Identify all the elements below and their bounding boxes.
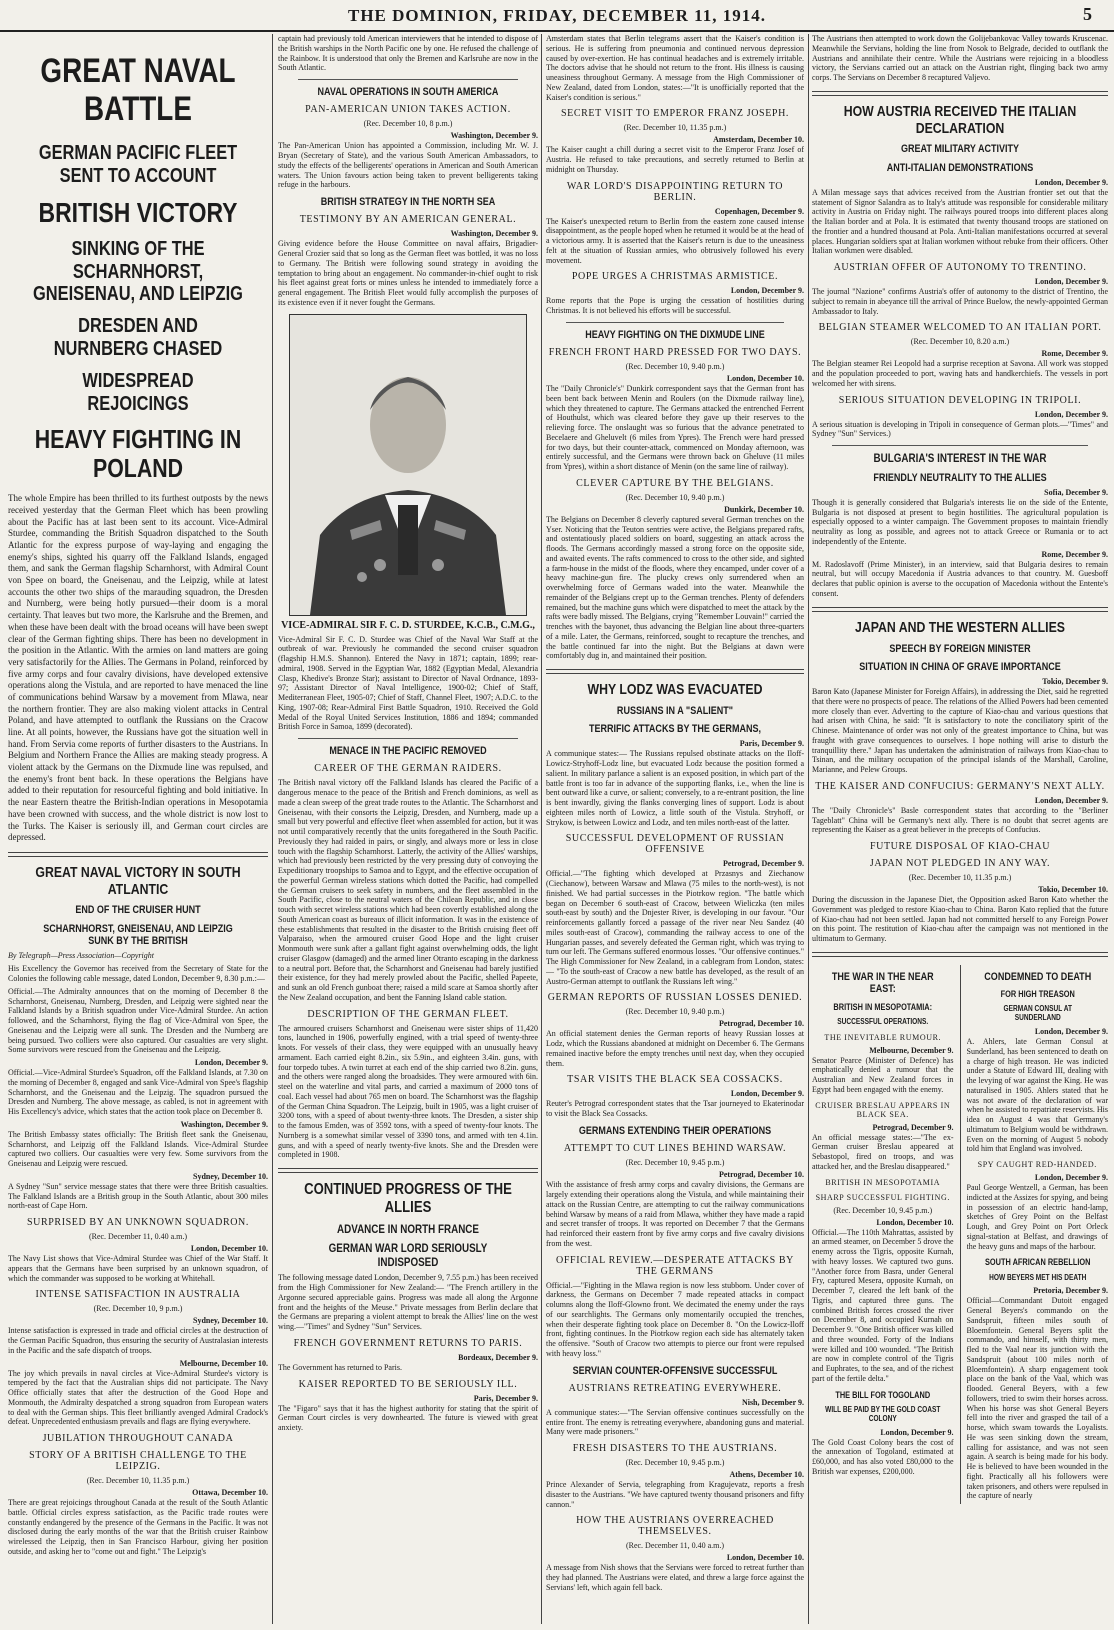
paragraph: Senator Pearce (Minister of Defence) has emphatically denied a rumour that the Australian and New Zealand forces in Egypt had been engaged with the enemy.	[812, 1055, 954, 1094]
portrait-illustration	[290, 315, 526, 615]
dateline: Tokio, December 9.	[1042, 677, 1108, 687]
paragraph: Baron Kato (Japanese Minister for Foreign Affairs), in addressing the Diet, said he regretted that there were no prospects of peace. The relations of the Allied Powers had been cemented more closely than ever. Adverting to the capture of Kiao-chau and various questions that had arisen with China, he said: "It is satisfactory to note the conciliatory spirit of the Chinese. Maintenance of order was not only of the greatest importance to China, but was fraught with grave consequences to ourselves. I hope nothing will arise to disturb the tranquillity there." Japan has undertaken the administration of railways from Kiao-chau to Tsinan, and the military occupation of the principal islands of the Marshall, Caroline, Marianne, and Pelew Groups.	[812, 687, 1108, 775]
subhead-sunk: SCHARNHORST, GNEISENAU, AND LEIPZIG SUNK BY THE BRITISH	[43, 922, 233, 948]
subhead-cruiser-hunt: END OF THE CRUISER HUNT	[75, 904, 201, 917]
paragraph: With the assistance of fresh army corps and cavalry divisions, the Germans are largely extending their operations along the Vistula, and while maintaining their attack on the Russian Centre, are attempting to cut the railway communications behind Warsaw by means of a raid from Mlawa, whither they have made a rapid and secret transfer of troops. It was reported on December 7 that the Germans had reinforced their eastern front by five army corps and five cavalry divisions from the west.	[546, 1180, 804, 1248]
subhead: THE INEVITABLE RUMOUR.	[824, 1032, 942, 1042]
dateline: Rome, December 9.	[1041, 349, 1108, 359]
headline: HOW BEYERS MET HIS DEATH	[988, 1272, 1086, 1282]
received-date: (Rec. December 10, 9.45 p.m.)	[833, 1205, 933, 1215]
subhead: CRUISER BRESLAU APPEARS IN BLACK SEA.	[815, 1100, 951, 1119]
subhead: SUCCESSFUL DEVELOPMENT OF RUSSIAN OFFENSIVE	[565, 833, 785, 856]
paragraph: Rome reports that the Pope is urging the cessation of hostilities during Christmas. It is not believed his efforts will be successful.	[546, 296, 804, 315]
headline: ADVANCE IN NORTH FRANCE	[337, 1222, 479, 1236]
subhead: OFFICIAL REVIEW.—DESPERATE ATTACKS BY THE GERMANS	[556, 1254, 794, 1277]
headline: HEAVY FIGHTING ON THE DIXMUDE LINE	[585, 328, 765, 341]
dateline: Petrograd, December 9.	[722, 859, 804, 869]
column-rule	[808, 34, 809, 1624]
dateline: Melbourne, December 10.	[179, 1358, 268, 1368]
paragraph: The "Figaro" says that it has the highest authority for stating that the spirit of German Court circles is very downhearted. The future is viewed with great anxiety.	[278, 1403, 538, 1433]
dateline: London, December 10.	[876, 1217, 954, 1227]
subhead: BELGIAN STEAMER WELCOMED TO AN ITALIAN PORT.	[818, 322, 1102, 334]
subhead: CAREER OF THE GERMAN RAIDERS.	[314, 763, 502, 775]
column-rule	[541, 34, 542, 1624]
split-columns	[812, 965, 1108, 1504]
dateline: Washington, December 9.	[180, 1119, 268, 1129]
subhead: STORY OF A BRITISH CHALLENGE TO THE LEIPZIG.	[29, 1450, 247, 1473]
headline-rejoicings: WIDESPREAD REJOICINGS	[82, 370, 194, 415]
masthead-title: THE DOMINION, FRIDAY, DECEMBER 11, 1914.	[348, 6, 766, 25]
subhead: TSAR VISITS THE BLACK SEA COSSACKS.	[567, 1074, 783, 1086]
paragraph: A Sydney "Sun" service message states that there were three British casualties. The Falkland Islands are a British group in the South Atlantic, about 300 miles north-east of Cape Horn.	[8, 1181, 268, 1211]
headline: GERMANS EXTENDING THEIR OPERATIONS	[578, 1124, 772, 1137]
paragraph: captain had previously told American interviewers that he intended to dispose of the British warships in the North Pacific one by one. He refused the challenge of the Rainbow. It is understood that only the Bremen and Karlsruhe are now in the South Atlantic.	[278, 34, 538, 73]
received-date: (Rec. December 10, 9.45 p.m.)	[625, 1458, 725, 1468]
dateline: Nish, December 9.	[741, 1397, 804, 1407]
dateline: London, December 9.	[730, 286, 804, 296]
headline-british-victory: BRITISH VICTORY	[38, 196, 238, 228]
dateline: Washington, December 9.	[450, 131, 538, 141]
near-east-column	[812, 965, 954, 1504]
paragraph: The Navy List shows that Vice-Admiral Sturdee was Chief of the War Staff. It appears that the Germans have been surprised by an unknown squadron, of which the commander was supposed to be working at Whitehall.	[8, 1254, 268, 1283]
subhead: FUTURE DISPOSAL OF KIAO-CHAU	[869, 841, 1051, 853]
paragraph: Official.—The Admiralty announces that on the morning of December 8 the Scharnhorst, Gneisenau, Nurnberg, Dresden, and Leipzig were sighted near the Falkland Islands by a British squadron under Vice-Admiral Sturdee. An action followed, and the Scharnhorst, flying the flag of Vice-Admiral von Spee, the Gneisenau and the Leipzig were all sunk. The Dresden and the Nurnberg are being pursued. Two colliers were also captured. Our casualties are very slight. Some survivors were rescued from the Gneisenau and the Leipzig.	[8, 986, 268, 1055]
dateline: Petrograd, December 10.	[718, 1170, 804, 1180]
dateline: London, December 9.	[880, 1427, 954, 1437]
paragraph: The following message dated London, December 9, 7.55 p.m.) has been received from the High Commissioner for New Zealand:— "The French artillery in the Argonne secured appreciable gains. Progress was made all along the Argonne front and the heights of the Meuse." Private messages from Berlin declare that the Germans are preparing a violent attempt to break the Allies' line on the west wing.—"Times" and Sydney "Sun" Services.	[278, 1273, 538, 1332]
subhead: THE KAISER AND CONFUCIUS: GERMANY'S NEXT ALLY.	[815, 780, 1105, 792]
subhead: SHARP SUCCESSFUL FIGHTING.	[815, 1192, 950, 1202]
subhead: JUBILATION THROUGHOUT CANADA	[42, 1433, 234, 1445]
paragraph: The Gold Coast Colony bears the cost of the annexation of Togoland, estimated at £60,000, and has also voted £80,000 to the British war expenses, £200,000.	[812, 1437, 954, 1476]
masthead	[0, 0, 1114, 32]
dateline: Ottawa, December 10.	[192, 1488, 268, 1498]
received-date: (Rec. December 10, 9 p.m.)	[93, 1304, 183, 1314]
subhead: SPY CAUGHT RED-HANDED.	[977, 1160, 1097, 1170]
dateline: Rome, December 9.	[1041, 549, 1108, 559]
subhead: AUSTRIAN OFFER OF AUTONOMY TO TRENTINO.	[833, 262, 1087, 274]
paragraph: The joy which prevails in naval circles at Vice-Admiral Sturdee's victory is tempered by the fact that the Australian ships did not participate. The Navy Office officially states that after the destruction of the Good Hope and Monmouth, the Admiralty despatched a strong squadron from European waters to deal with the German ships. This fleet brilliantly avenged Admiral Cradock's defeat. Unprecedented enthusiasm prevails and flags are flying everywhere.	[8, 1368, 268, 1427]
paragraph: A Milan message says that advices received from the Austrian frontier set out that the statement of Signor Salandra as to Italy's attitude was responsible for considerable military activity in Austria on Friday night. The railways poured troops into different places along the Italian border and at Pola. It is estimated that twenty thousand troops are stationed on the frontier and a hundred thousand at Pola. Anti-Italian manifestations occurred at several places. Hungarian soldiers spat at Italian workmen without rebuke from their officers. Other Italian workmen were disabled.	[812, 187, 1108, 256]
subhead: HOW THE AUSTRIANS OVERREACHED THEMSELVES.	[576, 1515, 774, 1538]
subhead: KAISER REPORTED TO BE SERIOUSLY ILL.	[298, 1378, 518, 1390]
paragraph: A serious situation is developing in Tripoli in consequence of German plots.—"Times" and Sydney "Sun" Services.)	[812, 419, 1108, 439]
headline: BRITISH IN MESOPOTAMIA:	[833, 1001, 933, 1012]
headline-dresden: DRESDEN AND NURNBERG CHASED	[53, 315, 223, 360]
column-4	[812, 34, 1108, 1624]
subhead: POPE URGES A CHRISTMAS ARMISTICE.	[571, 271, 779, 283]
dateline: London, December 9.	[194, 1058, 268, 1068]
paragraph: Reuter's Petrograd correspondent states that the Tsar journeyed to Ekaterinodar to visit the Black Sea Cossacks.	[546, 1099, 804, 1119]
dateline: Paris, December 9.	[473, 1393, 538, 1403]
dateline: Copenhagen, December 9.	[714, 206, 804, 216]
paragraph: The "Daily Chronicle's" Dunkirk correspondent says that the German front has been bent back between Menin and Roulers (on the Dixmude railway line), which they threatened to capture. The Germans attacked the entrenched Ferrent of Houthulst, which was cleared before they gave up their reserves to the relieving force. The onslaught was so furious that the advance penetrated to Becelaere and Gheluvelt (6 miles from Ypres). The French were hard pressed for two days, but their counter-attack, commenced on Monday afternoon, was entirely successful, and the Germans were thrown back on Gheluve (11 miles from Ypres), within a short distance of Menin (on the same line of railway).	[546, 384, 804, 472]
headline: BRITISH STRATEGY IN THE NORTH SEA	[320, 196, 496, 209]
received-date: (Rec. December 10, 8.20 a.m.)	[910, 337, 1010, 347]
paragraph: An official message states:—"The ex-German cruiser Breslau appeared at Sebastopol, fired on troops, and was attacked her, and the Breslau disappeared."	[812, 1132, 954, 1171]
paragraph: There are great rejoicings throughout Canada at the result of the South Atlantic battle. Official circles express satisfaction, as the Pacific trade routes were constantly endangered by the presence of the Germans in the Pacific. It was not disclosed during the early months of the war that the British cruiser Rainbow wirelessed the Leipzig, then in San Francisco Harbour, giving her position outside, and asking her to "come out and fight." The Leipzig's	[8, 1498, 268, 1556]
headline: FOR HIGH TREASON	[1000, 989, 1075, 1000]
paragraph: The Kaiser caught a chill during a secret visit to the Emperor Franz Josef of Austria. He refused to take precautions, and secretly returned to Berlin at midnight on Thursday.	[546, 145, 804, 174]
headline: GERMAN WAR LORD SERIOUSLY INDISPOSED	[328, 1241, 488, 1269]
paragraph: The journal "Nazione" confirms Austria's offer of autonomy to the district of Trentino, the subject to remain in abeyance till the arrival of Prince Buelow, the newly-appointed German Ambassador to Italy.	[812, 287, 1108, 316]
headline: SUCCESSFUL OPERATIONS.	[837, 1016, 929, 1026]
headline: NAVAL OPERATIONS IN SOUTH AMERICA	[317, 86, 499, 98]
column-2	[278, 34, 538, 1624]
headline: THE BILL FOR TOGOLAND	[835, 1389, 931, 1400]
paragraph: The British naval victory off the Falkland Islands has cleared the Pacific of a dangerous menace to the peace of the British and French dominions, as well as made a clean sweep of the great trade routes to the Atlantic. The Scharnhorst and Gneisenau, with their consorts the Leipzig, Dresden, and Nurnberg, made up a small but very powerful and effective fleet when assembled for action, but it was not until comparatively recently that the units foregathered in the South Pacific. Previously they had raided in pairs, or singly, and always more or less in close touch with the flagship Scharnhorst. Latterly, the activity of the Allies' warships, which had previously been restricted by the very pressing duty of convoying the Expeditionary troopships to Samoa and to Egypt, and the effective occupation of the powerful German wireless stations which dotted the Pacific, had compelled the German cruisers to seek safety in numbers, and the fleet assembled in the South Pacific, close to the neutral waters of the Chilean Republic, and in close touch with secret wireless stations which had been covertly established along the South American coast as bureaux of illicit information. It was in the existence of these establishments that resulted in the disaster to the British cruising fleet off Valparaiso, when the armoured cruiser Good Hope and the light cruiser Monmouth were sunk after a gallant fight against overwhelming odds, the light cruiser Glasgow (damaged) and the armed liner Otranto escaping in the darkness to a neutral port. Before that, the Scharnhorst and Gneisenau had barely justified their existence, for they had merely prowled about the Pacific, shelled Papeete, and sunk an old French gunboat there; raised a mild scare at Samoa shortly after the New Zealand occupation, and bent the Fanning Island cable station.	[278, 778, 538, 1002]
dateline: London, December 10.	[726, 1553, 804, 1563]
condemned-column	[967, 965, 1109, 1504]
paragraph: Vice-Admiral Sir F. C. D. Sturdee was Chief of the Naval War Staff at the outbreak of war. Previously he commanded the second cruiser squadron (flagship H.M.S. Shannon). Entered the Navy in 1871; captain, 1899; rear-admiral, 1908. Served in the Egyptian War, 1882 (Egyptian Medal, Alexandria Clasp, Khedive's Bronze Star); assistant to Director of Naval Ordnance, 1893-97; Assistant Director of Naval Intelligence, 1900-02; Chief of Staff, Mediterranean Fleet, 1905-07; Chief of Staff, Channel Fleet, 1907; A.D.C. to the King, 1907-08; Rear-Admiral First Battle Squadron, 1910. Received the Gold Medal of the Royal United Services Institution, 1886 and 1894; commanded British Force in Samoa, 1899 (decorated).	[278, 634, 538, 732]
subhead: WAR LORD'S DISAPPOINTING RETURN TO BERLIN.	[566, 180, 784, 203]
dateline: London, December 9.	[1034, 1027, 1108, 1037]
divider	[298, 79, 518, 80]
received-date: (Rec. December 10, 9.40 p.m.)	[625, 492, 725, 502]
headline: CONDEMNED TO DEATH	[983, 970, 1091, 983]
headline-german-pacific-fleet: GERMAN PACIFIC FLEET SENT TO ACCOUNT	[38, 142, 238, 187]
paragraph: The "Daily Chronicle's" Basle correspondent states that according to the "Berliner Tageblatt" China will be Germany's next ally. There is no doubt that secret agents are representing the Kaiser as a great believer in the precepts of Confucius.	[812, 805, 1108, 835]
dateline: Athens, December 10.	[729, 1470, 804, 1480]
received-date: (Rec. December 11, 0.40 a.m.)	[88, 1232, 188, 1242]
divider	[812, 91, 1108, 96]
subhead: FRESH DISASTERS TO THE AUSTRIANS.	[572, 1443, 778, 1455]
paragraph: Intense satisfaction is expressed in trade and official circles at the destruction of the German Pacific Squadron, thus ensuring the security of Australasian interests in the Pacific and the safe dispatch of troops.	[8, 1326, 268, 1355]
subhead: GERMAN REPORTS OF RUSSIAN LOSSES DENIED.	[547, 992, 803, 1004]
dateline: Bordeaux, December 9.	[458, 1352, 538, 1362]
dateline: London, December 10.	[190, 1244, 268, 1254]
received-date: (Rec. December 11, 0.40 a.m.)	[625, 1541, 725, 1551]
dateline: Sydney, December 10.	[193, 1171, 268, 1181]
divider	[278, 1168, 538, 1173]
paragraph: The Pan-American Union has appointed a Commission, including Mr. W. J. Bryan (Secretary of State), and the various South American Ambassadors, to study the effects of the belligerents' operations in American and South American waters. The Union favours action being taken to prevent belligerents taking refuge in the harbours.	[278, 141, 538, 190]
dateline: Washington, December 9.	[450, 229, 538, 239]
dateline: Pretoria, December 9.	[1033, 1286, 1108, 1296]
received-date: (Rec. December 10, 9.40 p.m.)	[625, 1007, 725, 1017]
dateline: London, December 9.	[1034, 1173, 1108, 1183]
headline: TERRIFIC ATTACKS BY THE GERMANS,	[588, 723, 762, 736]
dateline: Melbourne, December 9.	[869, 1045, 954, 1055]
headline: SPEECH BY FOREIGN MINISTER	[889, 642, 1031, 655]
divider	[812, 607, 1108, 612]
headline: SOUTH AFRICAN REBELLION	[984, 1257, 1090, 1268]
lead-paragraph: The whole Empire has been thrilled to its furthest outposts by the news received yesterday that the German Fleet which has been prowling about the Pacific has at last been sent to its account. Vice-Admiral Sturdee, commanding the British Squadron dispatched to the South Atlantic for the express purpose of way-laying and engaging the enemy's ships, sighted his quarry off the Falkland Islands, engaged them, and sank the German flagship Scharnhorst, with Admiral Count von Spee on board, the Gneisenau, and the Leipzig, while at latest accounts the other two ships of the marauding squadron, the Dresden and Nurnberg, were being hotly pursued—their doom is a moral certainty. That leaves but two more, the Karlsruhe and the Bremen, and when these have been dealt with the broad oceans will have been swept clear of the German fighting ships. There has been no development in the position in the Atlantic. With the armies on land matters are going very satisfactorily for the Allies. The Germans in Poland, reinforced by five army corps and four cavalry divisions, have developed extensive operations along the Vistula, and are reported to have menaced the line of communications behind Warsaw by a movement from Mlawa, near the northern frontier. They are also making violent attacks in Central Poland, and have attempted to outflank the Russians on the Cracow line. At all points, however, the Russians have got the situation well in hand. From Servia come reports of further disasters to the Austrians. In Belgium and Northern France the Allies are making steady progress. A violent attack by the Germans on the Dixmude line was repulsed, and the enemy's front bent back. In these operations the Belgians have added to their reputation for resourceful fighting and bold initiative. In the near Eastern theatre the British-Indian operations in Mesopotamia have been crowned with success, and the whole district is now lost to the Turks. The Kaiser is seriously ill, and German court circles are depressed.	[8, 493, 268, 843]
dateline: Tokio, December 10.	[1038, 885, 1108, 895]
column-rule	[960, 965, 961, 1504]
received-date: (Rec. December 10, 11.35 p.m.)	[623, 123, 727, 133]
headline: FRIENDLY NEUTRALITY TO THE ALLIES	[873, 471, 1047, 484]
received-date: (Rec. December 10, 9.45 p.m.)	[625, 1158, 725, 1168]
paragraph: The Belgians on December 8 cleverly captured several German trenches on the Yser. Noticing that the Teuton sentries were active, the Belgians prepared rafts, and ostentatiously placed soldiers on board, suggesting an attack across the floods. The Germans accordingly massed a strong force on the opposite side, and awaited events. The rafts commenced to cross to the other side, and sighted a farm-house in the midst of the floods, where they encamped, under cover of a heavy machine-gun fire. The plucky crews only surrendered when an overwhelming force of Germans waded into the water. Meanwhile the remainder of the Belgians crept up to the German trenches. Plenty of defenders remained, but the machine guns which were dispatched to meet the attack by the rafts were badly missed. The Belgians, crying "Remember Louvain!" carried the trenches with the bayonet, thus advancing the Belgian line about three-quarters of a mile. Later, the Germans, reinforced, sought to recapture the trenches, and the battle continued far into the night. But the Belgians at dawn were comfortably dug in, and maintained their position.	[546, 514, 804, 661]
subhead: AUSTRIANS RETREATING EVERYWHERE.	[568, 1382, 782, 1394]
subhead: DESCRIPTION OF THE GERMAN FLEET.	[307, 1008, 509, 1020]
paragraph: A communique states:— The Russians repulsed obstinate attacks on the Iloff-Lowicz-Stryhoff-Lodz line, but evacuated Lodz because the position formed a salient. In military parlance a salient is an exposed position, in which part of the battle front is too far in advance of the supporting flanks, i.e., when the line is bent outward like a curve, or salient; conversely, to a re-entrant position, the line is bent inwardly, giving the flanks converging lines of support. Lodz is about eighteen miles north of Lowicz, a little south of the Vistula. Stryhoff, or Strykow, is between Lowicz and Lodz, and ten miles north-east of the latter.	[546, 749, 804, 827]
column-1	[8, 34, 268, 1624]
paragraph: The Government has returned to Paris.	[278, 1362, 402, 1372]
page-number: 5	[1083, 4, 1092, 24]
paragraph: Giving evidence before the House Committee on naval affairs, Brigadier-General Crozier said that so long as the German fleet was bottled, it was no loss to Germany. The British were following sound strategy in avoiding the temptation to bring about an engagement. No commander-in-chief ought to risk his fleet against great forts or mines unless he intended to immediately force a general engagement. The British Fleet would fully accomplish the purposes of its existence even if it never fought the Germans.	[278, 239, 538, 307]
received-date: (Rec. December 10, 8 p.m.)	[363, 119, 453, 129]
divider	[566, 322, 784, 323]
headline: GERMAN CONSUL AT SUNDERLAND	[1003, 1004, 1072, 1023]
headline: THE WAR IN THE NEAR EAST:	[831, 970, 934, 996]
subhead: SECRET VISIT TO EMPEROR FRANZ JOSEPH.	[561, 108, 789, 120]
dateline: Amsterdam, December 10.	[713, 135, 804, 145]
divider	[546, 669, 804, 674]
paragraph: His Excellency the Governor has received from the Secretary of State for the Colonies the following cable message, dated London, December 9, 8.30 p.m.:—	[8, 964, 268, 984]
paragraph: An official statement denies the German reports of heavy Russian losses at Lodz, which the Russians abandoned at midnight on December 6. The Germans remained inactive before the empty trenches until next day, when they occupied them.	[546, 1029, 804, 1068]
portrait-caption: VICE-ADMIRAL SIR F. C. D. STURDEE, K.C.B., C.M.G.,	[281, 619, 535, 631]
headline-continued-progress: CONTINUED PROGRESS OF THE ALLIES	[304, 1181, 512, 1217]
headline-japan: JAPAN AND THE WESTERN ALLIES	[854, 618, 1066, 636]
portrait-photo	[289, 314, 527, 616]
paragraph: The Kaiser's unexpected return to Berlin from the eastern zone caused intense disappointment, as the people hoped when he returned it would be at the head of a victorious army. It is asserted that the Kaiser's return is due to the uneasiness felt at the situation of Russian armies, who obtrusively followed his every movement.	[546, 216, 804, 265]
paragraph: A communique states:—"The Servian offensive continues successfully on the entire front. The enemy is retreating everywhere, abandoning guns and material. Many were made prisoners."	[546, 1407, 804, 1437]
subhead: PAN-AMERICAN UNION TAKES ACTION.	[305, 104, 511, 116]
paragraph: A. Ahlers, late German Consul at Sunderland, has been sentenced to death on a charge of high treason. He was indicted under a Statute of Edward III, dealing with the levying of war against the King. He was naturalised in 1905. Ahlers stated that he was not aware of the declaration of war when he assisted to repatriate reservists. His idea on August 4 was that Germany's ultimatum to Belgium would be withdrawn. Even on the morning of August 5 nobody told him that England was involved.	[966, 1037, 1108, 1154]
dateline: Petrograd, December 9.	[872, 1122, 954, 1132]
paragraph: Prince Alexander of Servia, telegraphing from Kragujevatz, reports a fresh disaster to the Austrians. "We have captured twenty thousand prisoners and fifty cannon."	[546, 1480, 804, 1509]
received-date: (Rec. December 10, 11.35 p.m.)	[86, 1476, 190, 1486]
headline-poland: HEAVY FIGHTING IN POLAND	[34, 424, 242, 484]
paragraph: Paul George Wentzell, a German, has been indicted at the Assizes for spying, and being in possession of an electric hand-lamp, sketches of Grey Point on the Belfast Lough, and Grey Point on Port Orleck signal-station at Belfast, and drawings of the heavy guns and maps of the harbour.	[966, 1183, 1108, 1251]
divider	[812, 952, 1108, 957]
subhead: JAPAN NOT PLEDGED IN ANY WAY.	[869, 858, 1051, 870]
divider	[8, 852, 268, 857]
headline-sinking: SINKING OF THE SCHARNHORST, GNEISENAU, AND LEIPZIG	[33, 238, 243, 306]
received-date: (Rec. December 10, 9.40 p.m.)	[625, 362, 725, 372]
dateline: London, December 9.	[1034, 277, 1108, 287]
byline: By Telegraph—Press Association—Copyright	[8, 951, 154, 961]
headline: SERVIAN COUNTER-OFFENSIVE SUCCESSFUL	[572, 1364, 778, 1377]
paragraph: A message from Nish shows that the Servians were forced to retreat further than they had planned. The Austrians were elated, and threw a large force against the Servians' left, which again fell back.	[546, 1563, 804, 1592]
subhead: CLEVER CAPTURE BY THE BELGIANS.	[576, 477, 774, 489]
subhead: FRENCH FRONT HARD PRESSED FOR TWO DAYS.	[548, 347, 802, 359]
column-3	[546, 34, 804, 1624]
subhead: ATTEMPT TO CUT LINES BEHIND WARSAW.	[563, 1143, 787, 1155]
paragraph: The Austrians then attempted to work down the Golijebankovac Valley towards Kruscenac. Meanwhile the Servians, holding the line from Nosok to Belgrade, decided to outflank the Austrians and annihilate their centre. While the Austrians were rejoicing in a bloodless victory, the Servians carried out an attack on the Austrian right, flinging back two army corps. The Servians on December 8 recaptured Valjevo.	[812, 34, 1108, 82]
paragraph: Official.—The 110th Mahrattas, assisted by an armed steamer, on December 5 drove the enemy across the Tigris, opposite Kurnah, with heavy losses. We captured two guns. "Another force from Basra, under General Fry, captured Mesera, opposite Kurnah, on December 7, cleared the left bank of the Tigris, and captured three guns. The combined British forces crossed the river on December 8, and occupied Kurnah on December 9. "One British officer was killed and three wounded. Forty of the Indians were killed and 100 wounded. "The British are now in complete control of the Tigris and Euphrates, to the sea, and of the richest part of the fertile delta."	[812, 1227, 954, 1383]
headline: GREAT MILITARY ACTIVITY	[900, 143, 1020, 156]
headline-great-naval-battle: GREAT NAVAL BATTLE	[40, 52, 236, 129]
paragraph: Official.—"The fighting which developed at Przasnys and Ziechanow (Ciechanow), between Warsaw and Mlawa (75 miles to the north-west), is not finished. We had partial successes in the Piotrkow region. "The battle which began on December 6 south-east of Cracow, between Wieliczka (ten miles south-east by south) and the Dnjester River, is developing in our favour. "Our reinforcements gallantly forced a passage of the river near Neu Sandez (40 miles south-east of Cracow), commanding the railway access to one of the Hungarian passes, and severely defeated the German right, which was trying to turn our left. The Germans suffered enormous losses. "Our offensive continues." The High Commissioner for New Zealand, in a cablegram from London, states:— "To the south-east of Cracow a new battle has developed, as the result of an Austro-German attempt to outflank the Russians left wing."	[546, 869, 804, 986]
dateline: London, December 9.	[1034, 795, 1108, 805]
dateline: Sofia, December 9.	[1044, 487, 1108, 497]
paragraph: M. Radoslavoff (Prime Minister), in an interview, said that Bulgaria desires to remain neutral, but will occupy Macedonia if Austria advances to that country. M. Guesboff declares that public opinion is averse to the occupation of Macedonia without the Entente's consent.	[812, 559, 1108, 598]
paragraph: During the discussion in the Japanese Diet, the Opposition asked Baron Kato whether the Government was pledged to restore Kiao-chau to China. Baron Kato replied that the future of Kiao-chau had not been settled. Japan had not committed herself to any Foreign Power on this point. The restitution of Kiao-chau after the campaign was not mentioned in the ultimatum to Germany.	[812, 895, 1108, 944]
subhead: INTENSE SATISFACTION IN AUSTRALIA	[35, 1289, 241, 1301]
subhead: TESTIMONY BY AN AMERICAN GENERAL.	[299, 214, 517, 226]
divider	[298, 738, 518, 739]
paragraph: Official—Commandant Dutoit engaged General Beyers's commando on the Sandspruit, fifteen miles south of Bloemfontein. General Beyers split the commando, and himself, with thirty men, fled to the Vaal near its junction with the Sandspruit (about 100 miles north of Bloemfontein). A sharp engagement took place on the bank of the Vaal, which was flooded. General Beyers, with a few followers, tried to swim their horses across. When his horse was shot General Beyers fell into the river and grasped the tail of a horse, which swam towards the Loyalists. He was seen sinking down the stream, calling for assistance, and was not seen again. A search is being made for his body. He is believed to have been wounded in the fight. Practically all his followers were taken prisoners, and others were repulsed in the capture of nearly	[966, 1296, 1108, 1501]
headline: BULGARIA'S INTEREST IN THE WAR	[873, 451, 1047, 466]
subhead: BRITISH IN MESOPOTAMIA	[825, 1177, 941, 1187]
headline-austria-italian: HOW AUSTRIA RECEIVED THE ITALIAN DECLARATION	[843, 102, 1077, 137]
headline: SITUATION IN CHINA OF GRAVE IMPORTANCE	[859, 660, 1061, 673]
headline-lodz: WHY LODZ WAS EVACUATED	[587, 681, 763, 699]
headline-victory-south-atlantic: GREAT NAVAL VICTORY IN SOUTH ATLANTIC	[35, 863, 241, 898]
paragraph: The British Embassy states officially: The British fleet sank the Gneisenau, Scharnhorst, and Leipzig off the Falkland Islands. Vice-Admiral Sturdee captured two colliers. Our casualties were very few. Some survivors from the Gneisenau and Leipzig were rescued.	[8, 1129, 268, 1169]
headline: MENACE IN THE PACIFIC REMOVED	[329, 745, 487, 758]
divider	[832, 445, 1088, 446]
dateline: London, December 9.	[1034, 409, 1108, 419]
headline: RUSSIANS IN A "SALIENT"	[616, 704, 734, 717]
dateline: Dunkirk, December 10.	[724, 504, 804, 514]
headline: ANTI-ITALIAN DEMONSTRATIONS	[886, 161, 1034, 174]
received-date: (Rec. December 10, 11.35 p.m.)	[908, 873, 1012, 883]
paragraph: Though it is generally considered that Bulgaria's interests lie on the side of the Entente, Bulgaria is not disposed at present to begin hostilities. The agricultural population is especially opposed to a winter campaign. The Government proposes to maintain friendly neutrality as long as possible, and agrees not to attack Greece or Rumania or to act independently of the Entente.	[812, 497, 1108, 546]
subhead: SURPRISED BY AN UNKNOWN SQUADRON.	[27, 1217, 249, 1229]
paragraph: The Belgian steamer Rei Leopold had a surprise reception at Savona. All work was stopped and the population proceeded to port, waving hats and handkerchiefs. The vessels in port welcomed her with sirens.	[812, 359, 1108, 388]
headline: WILL BE PAID BY THE GOLD COAST COLONY	[825, 1404, 941, 1423]
subhead: FRENCH GOVERNMENT RETURNS TO PARIS.	[293, 1337, 523, 1349]
paragraph: The armoured cruisers Scharnhorst and Gneisenau were sister ships of 11,420 tons, launched in 1906, powerfully engined, with a trial speed of twenty-three knots. For vessels of their class, they were equipped with an unusually heavy armament. Each carried eight 8.2in., six 5.9in., and eighteen 3.4in. guns, with four torpedo tubes. A twin turret at each end of the ship carried two 8.2in. guns, and the others were ranged along the broadsides. They were armoured with 6in. steel on the waterline and vital parts, and carried a maximum of 2000 tons of coal. Each vessel had about 765 men on board. The Scharnhorst was the flagship of the German China Squadron. The Leipzig, built in 1905, was a light cruiser of 3200 tons, with a speed of about twenty-three knots. The Dresden, a sister ship to the famous Emden, was of 3592 tons, with a speed of twenty-four knots. The Nurnberg is a somewhat similar vessel of 3390 tons, and armed with ten 4.1in. guns, and with a speed of nearly twenty-five knots. She and the Dresden were completed in 1908.	[278, 1023, 538, 1160]
dateline: London, December 9.	[1034, 177, 1108, 187]
paragraph: Official.—"Fighting in the Mlawa region is now less stubborn. Under cover of darkness, the Germans on December 7 made repeated attacks in compact columns along the Iloff-Glowno front. We decimated the enemy under the rays of our searchlights. The Germans only momentarily occupied the trenches, when their desperate fighting took place on December 8. "On the Lowicz-Iloff front, fighting continues. In the Piotrkow region each side has alternately taken the offensive. "South of Cracow two attempts to pierce our front were repulsed with heavy loss."	[546, 1280, 804, 1358]
dateline: London, December 9.	[730, 1089, 804, 1099]
subhead: SERIOUS SITUATION DEVELOPING IN TRIPOLI.	[838, 394, 1082, 406]
column-rule	[272, 34, 273, 1624]
dateline: Sydney, December 10.	[193, 1316, 268, 1326]
dateline: Petrograd, December 10.	[718, 1019, 804, 1029]
dateline: Paris, December 9.	[739, 739, 804, 749]
dateline: London, December 10.	[726, 374, 804, 384]
paragraph: Amsterdam states that Berlin telegrams assert that the Kaiser's condition is serious. He is suffering from pneumonia and continued nervous depression caused by over-exertion. He has continual headaches and is extremely irritable. The doctors advise that he should not return to the front. His illness is causing uneasiness throughout Germany. A message from the High Commissioner of New Zealand, dated from London, states:—"It is unofficially reported that the Kaiser's condition is serious."	[546, 34, 804, 102]
paragraph: Official.—Vice-Admiral Sturdee's Squadron, off the Falkland Islands, at 7.30 on the morning of December 8, engaged and sank Vice-Admiral von Spee's flagship Scharnhorst, and the Gneisenau and the Leipzig. The squadron pursued the Dresden and Nurnberg. The above message, as cabled, is not in agreement with His Excellency's advice, which states that the action took place on December 8.	[8, 1068, 268, 1117]
